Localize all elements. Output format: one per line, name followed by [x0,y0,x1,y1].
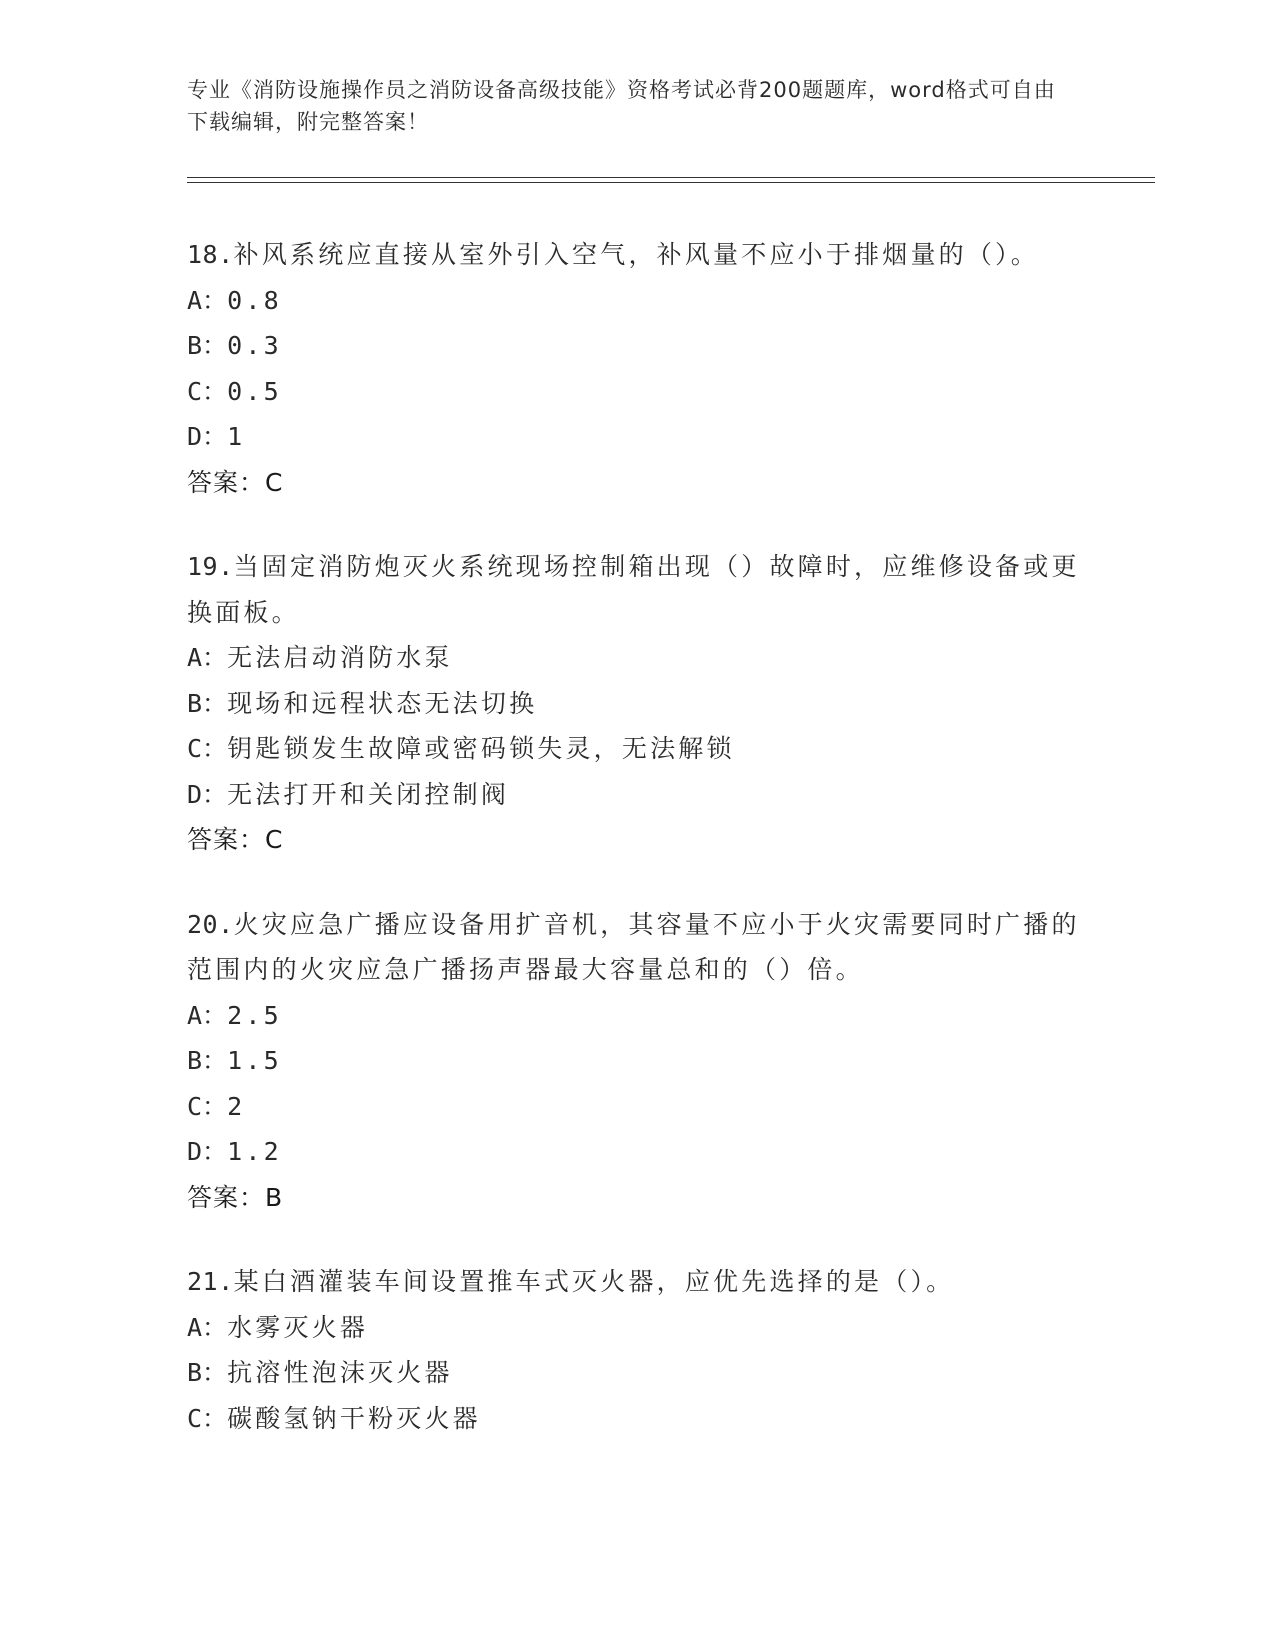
option-letter: C： [187,734,228,763]
option-text: 钥匙锁发生故障或密码锁失灵，无法解锁 [227,734,735,763]
option-c [187,1084,1087,1130]
option-letter: A： [187,1312,228,1342]
option-letter: B： [187,688,228,718]
answer-line: 答案：C [187,825,284,854]
option-letter: C： [187,376,228,406]
option-a [187,993,1087,1039]
option-text: 0.3 [227,331,282,360]
option-letter: A： [187,1000,228,1030]
option-text: 0.5 [227,376,282,406]
question-21 [187,1259,1087,1441]
option-text: 2 [227,1091,246,1121]
question-20 [187,902,1087,1221]
question-list [187,232,1087,1480]
header-divider-bottom [187,182,1155,183]
answer-line: 答案：B [187,1182,284,1212]
option-text: 水雾灭火器 [227,1312,369,1342]
question-text: 当固定消防炮灭火系统现场控制箱出现（）故障时，应维修设备或更换面板。 [187,552,1080,627]
option-text: 2.5 [227,1000,282,1030]
option-b [187,1038,1087,1084]
question-18 [187,232,1087,505]
question-number: 18. [187,240,234,269]
option-a [187,1305,1087,1351]
option-d [187,414,1087,460]
option-text: 抗溶性泡沫灭火器 [227,1358,453,1387]
option-text: 现场和远程状态无法切换 [227,688,538,718]
option-letter: D： [187,779,228,809]
option-b [187,1350,1087,1396]
question-text: 某白酒灌装车间设置推车式灭火器，应优先选择的是（）。 [233,1267,955,1296]
question-stem [187,902,1087,993]
option-text: 0.8 [227,285,282,315]
option-letter: C： [187,1091,228,1121]
question-stem [187,232,1087,278]
header-divider-top [187,177,1155,178]
option-letter: B： [187,1046,228,1075]
option-letter: C： [187,1403,228,1433]
question-19 [187,544,1087,863]
option-c [187,726,1087,772]
option-text: 1 [227,422,246,451]
option-text: 碳酸氢钠干粉灭火器 [227,1403,481,1433]
question-text: 火灾应急广播应设备用扩音机，其容量不应小于火灾需要同时广播的范围内的火灾应急广播扬声器最大容量总和的（）倍。 [187,909,1080,984]
option-letter: B： [187,1358,228,1387]
option-text: 无法打开和关闭控制阀 [227,779,510,809]
question-number: 21. [187,1267,234,1296]
option-text: 1.5 [227,1046,282,1075]
option-c [187,1396,1087,1442]
option-b [187,323,1087,369]
option-d [187,772,1087,818]
question-number: 20. [187,909,234,939]
question-text: 补风系统应直接从室外引入空气，补风量不应小于排烟量的（）。 [233,240,1039,269]
option-letter: D： [187,422,228,451]
option-b [187,681,1087,727]
option-d [187,1129,1087,1175]
question-stem [187,1259,1087,1305]
answer-line: 答案：C [187,467,284,497]
option-letter: D： [187,1137,228,1166]
option-c [187,369,1087,415]
option-letter: B： [187,331,228,360]
option-letter: A： [187,285,228,315]
option-a [187,278,1087,324]
option-letter: A： [187,643,228,672]
option-a [187,635,1087,681]
question-stem [187,544,1087,635]
question-number: 19. [187,552,234,581]
option-text: 无法启动消防水泵 [227,643,453,672]
document-header: 专业《消防设施操作员之消防设备高级技能》资格考试必背200题题库，word格式可自由下载编辑，附完整答案！ [187,78,1056,134]
option-text: 1.2 [227,1137,282,1166]
